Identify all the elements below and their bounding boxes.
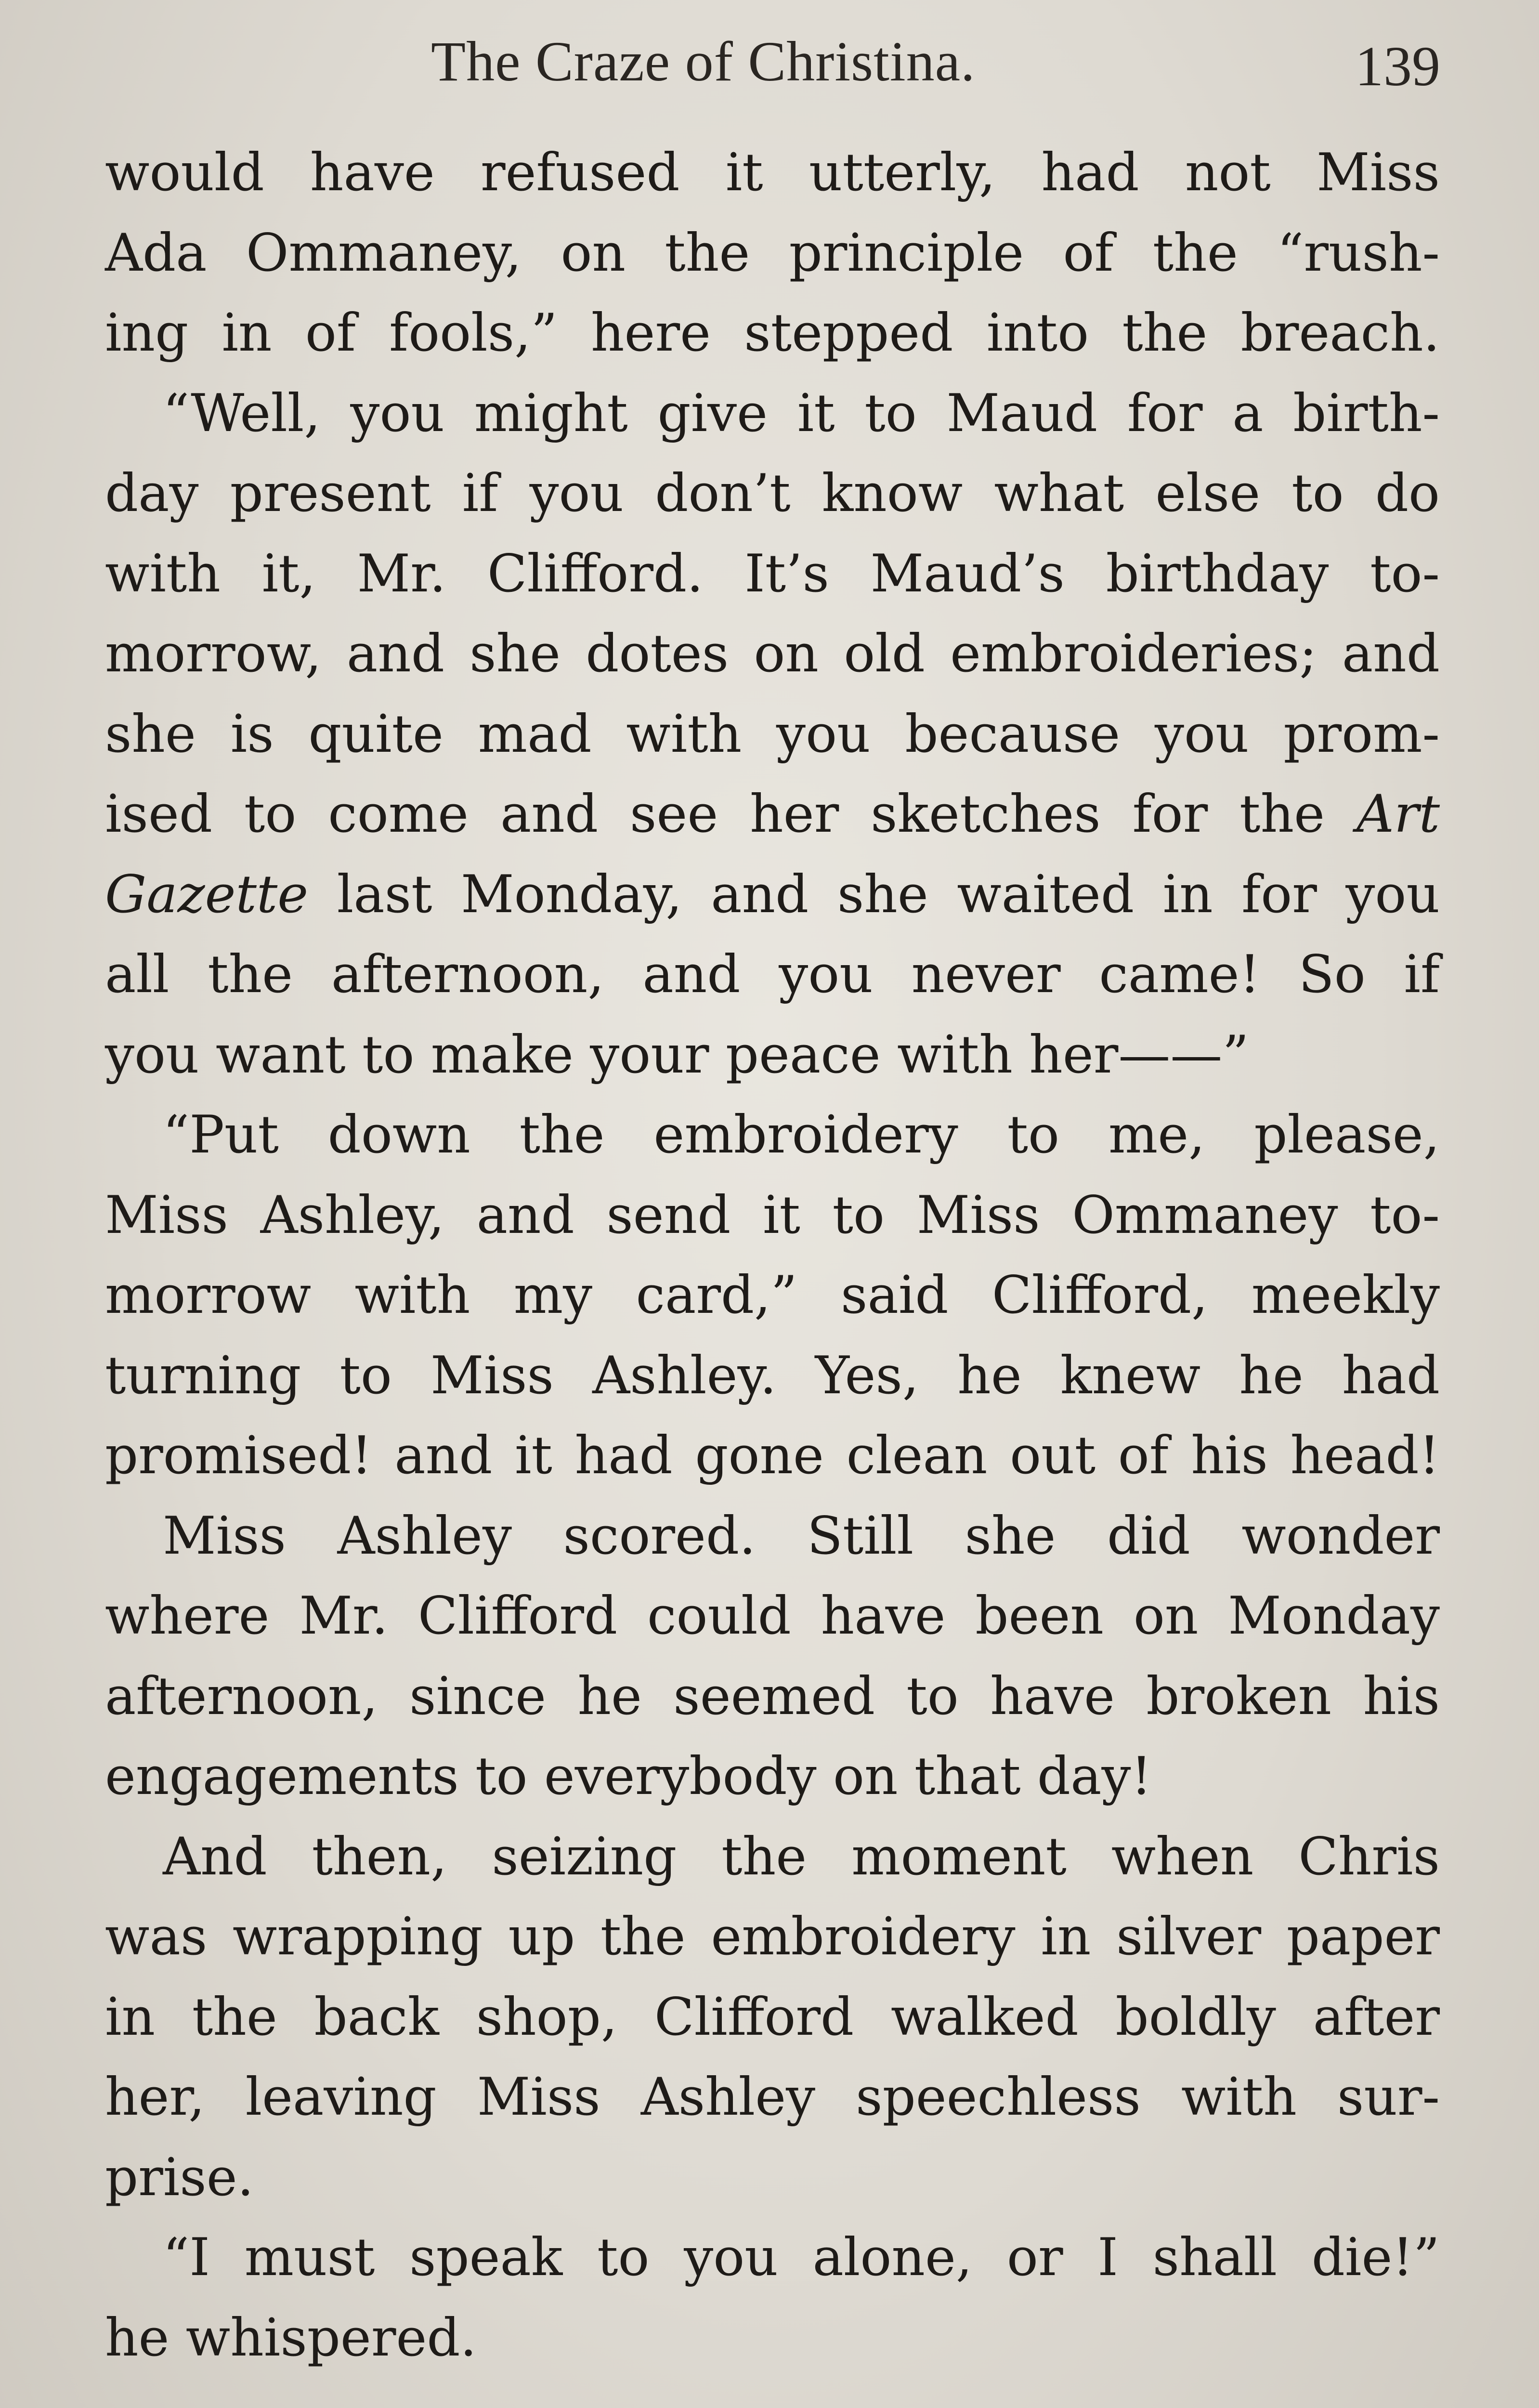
text-line: morrow, and she dotes on old embroideries; and (105, 624, 1440, 684)
body-text (105, 133, 1440, 2378)
paragraph (105, 1817, 1440, 2218)
text-line: Ada Ommaney, on the principle of the “rush- (105, 222, 1440, 283)
text-fragment: ised to come and see her sketches for the (105, 784, 1356, 844)
text-line: afternoon, since he seemed to have broken his (105, 1666, 1440, 1727)
text-line: was wrapping up the embroidery in silver paper (105, 1907, 1440, 1967)
text-line: morrow with my card,” said Clifford, meekly (105, 1265, 1440, 1325)
paragraph (105, 1095, 1440, 1496)
text-line: Miss Ashley scored. Still she did wonder (163, 1505, 1440, 1566)
text-line: he whispered. (105, 2307, 477, 2368)
text-line: day present if you don’t know what else to do (105, 463, 1440, 523)
text-line: you want to make your peace with her——” (105, 1024, 1249, 1085)
text-line: “Put down the embroidery to me, please, (163, 1105, 1440, 1165)
text-line: all the afternoon, and you never came! So if (105, 944, 1440, 1005)
text-line: where Mr. Clifford could have been on Monday (105, 1586, 1440, 1646)
text-line: promised! and it had gone clean out of his head! (105, 1426, 1440, 1486)
text-line: engagements to everybody on that day! (105, 1746, 1152, 1806)
text-line: ing in of fools,” here stepped into the breach. (105, 303, 1440, 363)
paragraph (105, 1496, 1440, 1817)
text-line: And then, seizing the moment when Chris (163, 1826, 1440, 1887)
text-line: turning to Miss Ashley. Yes, he knew he had (105, 1345, 1440, 1406)
running-title: The Craze of Christina. (431, 30, 976, 93)
paragraph (105, 133, 1440, 374)
text-line: with it, Mr. Clifford. It’s Maud’s birthday to- (105, 543, 1440, 604)
text-fragment: last Monday, and she waited in for you (308, 864, 1440, 925)
paragraph (105, 374, 1440, 1096)
italic-title-word: Art (1356, 784, 1440, 844)
paragraph (105, 2218, 1440, 2378)
text-line-with-italic (105, 774, 1440, 855)
text-line: her, leaving Miss Ashley speechless with sur- (105, 2067, 1440, 2127)
page-header (0, 19, 1539, 98)
page-number: 139 (1355, 35, 1440, 98)
text-line: “I must speak to you alone, or I shall die!” (163, 2227, 1440, 2288)
text-line-with-italic (105, 855, 1440, 935)
text-line: “Well, you might give it to Maud for a birth- (163, 383, 1440, 444)
text-line: in the back shop, Clifford walked boldly after (105, 1987, 1440, 2047)
text-line: would have refused it utterly, had not Miss (105, 143, 1440, 203)
italic-title-word: Gazette (105, 864, 309, 925)
text-line: Miss Ashley, and send it to Miss Ommaney to- (105, 1185, 1440, 1245)
text-line: prise. (105, 2147, 254, 2208)
text-line: she is quite mad with you because you prom- (105, 704, 1440, 764)
